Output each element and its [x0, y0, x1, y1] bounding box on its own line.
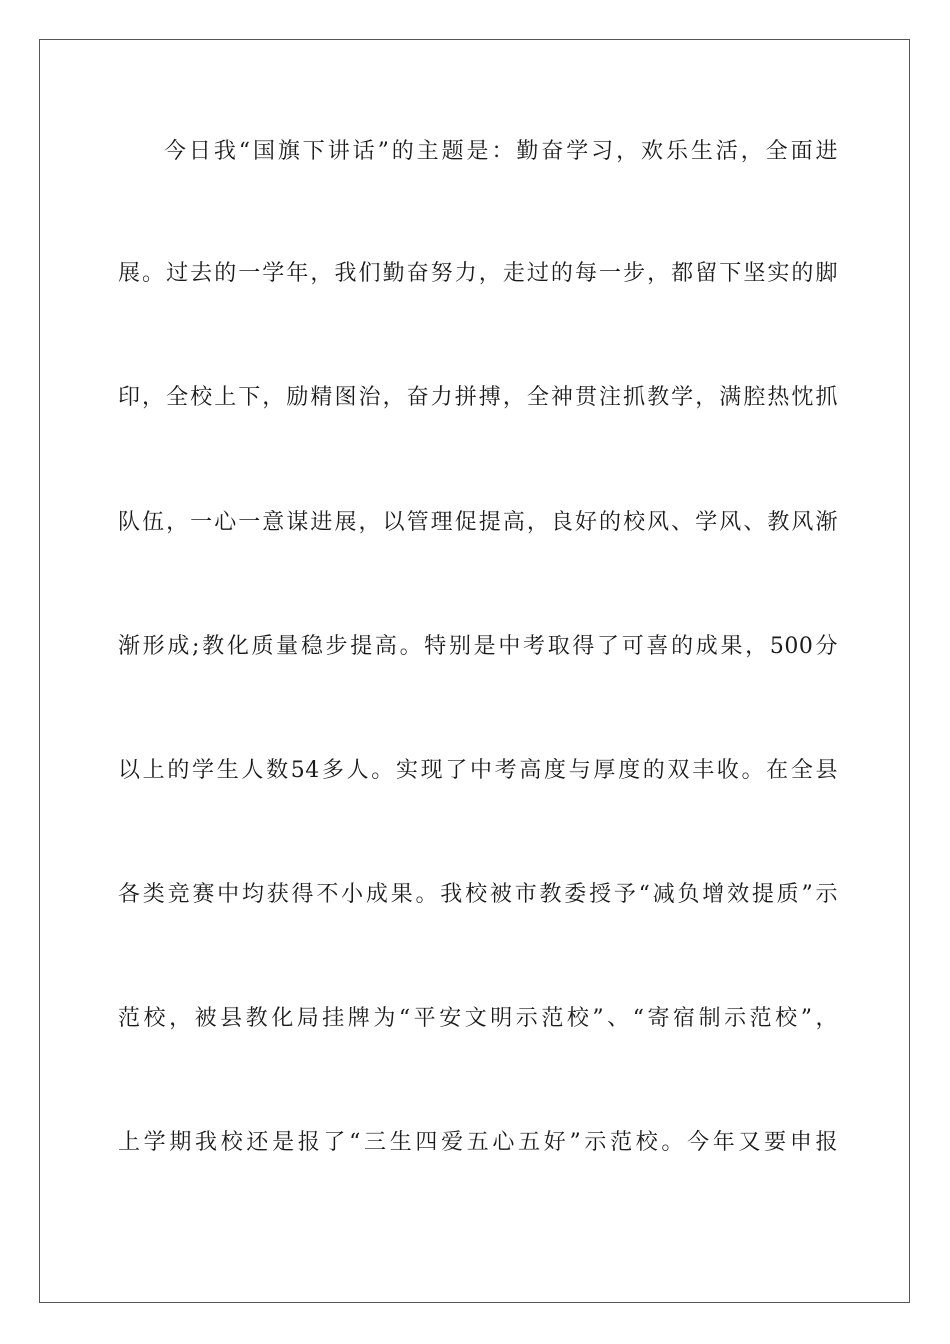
page-border — [39, 39, 910, 1303]
text-line-4: 队伍，一心一意谋进展，以管理促提高，良好的校风、学风、教风渐 — [118, 510, 838, 535]
text-line-1: 今日我“国旗下讲话”的主题是：勤奋学习，欢乐生活，全面进 — [164, 139, 838, 164]
text-line-8: 范校，被县教化局挂牌为“平安文明示范校”、“寄宿制示范校”， — [118, 1006, 838, 1031]
text-line-3: 印，全校上下，励精图治，奋力拼搏，全神贯注抓教学，满腔热忱抓 — [118, 385, 838, 410]
text-line-5: 渐形成;教化质量稳步提高。特别是中考取得了可喜的成果，500分 — [118, 634, 838, 659]
text-line-2: 展。过去的一学年，我们勤奋努力，走过的每一步，都留下坚实的脚 — [118, 261, 838, 286]
text-line-6: 以上的学生人数54多人。实现了中考高度与厚度的双丰收。在全县 — [118, 758, 838, 783]
text-line-7: 各类竞赛中均获得不小成果。我校被市教委授予“减负增效提质”示 — [118, 882, 838, 907]
text-line-9: 上学期我校还是报了“三生四爱五心五好”示范校。今年又要申报 — [118, 1130, 838, 1155]
